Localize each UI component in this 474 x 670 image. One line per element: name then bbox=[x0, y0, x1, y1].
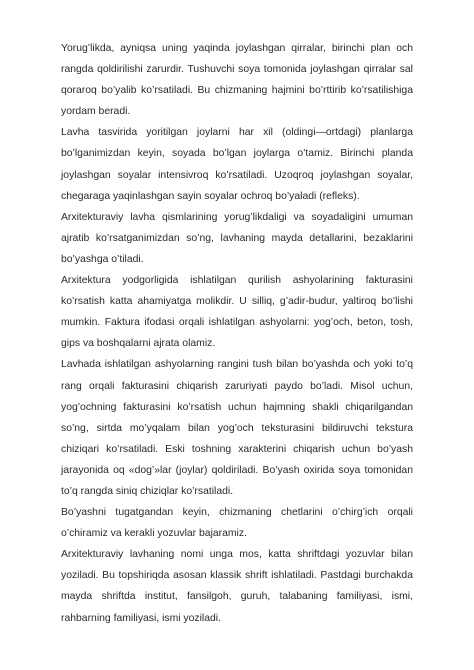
paragraph-3: Arxitekturaviy lavha qismlarining yorug’likdaligi va soyadaligini umuman ajratib ko’rsatganimizdan so’ng, lavhaning mayda detallarini, bezaklarini bo’yashga o’tiladi. bbox=[61, 211, 413, 265]
document-page bbox=[61, 38, 413, 629]
paragraph-2: Lavha tasvirida yoritilgan joylarni har xil (oldingi—ortdagi) planlarga bo’lganimizdan keyin, soyada bo’lgan joylarga o’tamiz. Birinchi planda joylashgan soyalar intensivroq ko’rsatiladi. Uzoqroq joylashgan soyalar, chegaraga yaqinlashgan sayin soyalar ochroq bo’yaladi (refleks). bbox=[61, 127, 413, 202]
paragraph-1: Yorug’likda, ayniqsa uning yaqinda joylashgan qirralar, birinchi plan och rangda qoldirilishi zarurdir. Tushuvchi soya tomonida joylashgan qirralar sal qoraroq bo’yalib ko’rsatiladi. Bu chizmaning hajmini bo’rttirib ko’rsatilishiga yordam beradi. bbox=[61, 43, 413, 118]
paragraph-5: Lavhada ishlatilgan ashyolarning rangini tush bilan bo’yashda och yoki to’q rang orqali fakturasini chiqarish zaruriyati paydo bo’ladi. Misol uchun, yog’ochning fakturasini ko’rsatish uchun hajmning shakli chiqarilgandan so’ng, sirtda mo’yqalam bilan yog’och teksturasini bildiruvchi tekstura chiziqari ko’rsatiladi. Eski toshning xarakterini chiqarish uchun bo’yash jarayonida oq «dog’»lar (joylar) qoldiriladi. Bo’yash oxirida soya tomonidan to’q rangda siniq chiziqlar ko’rsatiladi. bbox=[61, 359, 413, 497]
paragraph-4: Arxitektura yodgorligida ishlatilgan qurilish ashyolarining fakturasini ko’rsatish katta ahamiyatga molikdir. U silliq, g’adir-budur, yaltiroq bo’lishi mumkin. Faktura ifodasi orqali ishlatilgan ashyolarni: yog’och, beton, tosh, gips va boshqalarni ajrata olamiz. bbox=[61, 275, 413, 350]
paragraph-6: Bo’yashni tugatgandan keyin, chizmaning chetlarini o’chirg’ich orqali o’chiramiz va kerakli yozuvlar bajaramiz. bbox=[61, 507, 413, 540]
paragraph-7: Arxitekturaviy lavhaning nomi unga mos, katta shriftdagi yozuvlar bilan yoziladi. Bu topshiriqda asosan klassik shrift ishlatiladi. Pastdagi burchakda mayda shriftda institut, fansilgoh, guruh, talabaning familiyasi, ismi, rahbarning familiyasi, ismi yoziladi. bbox=[61, 549, 413, 624]
